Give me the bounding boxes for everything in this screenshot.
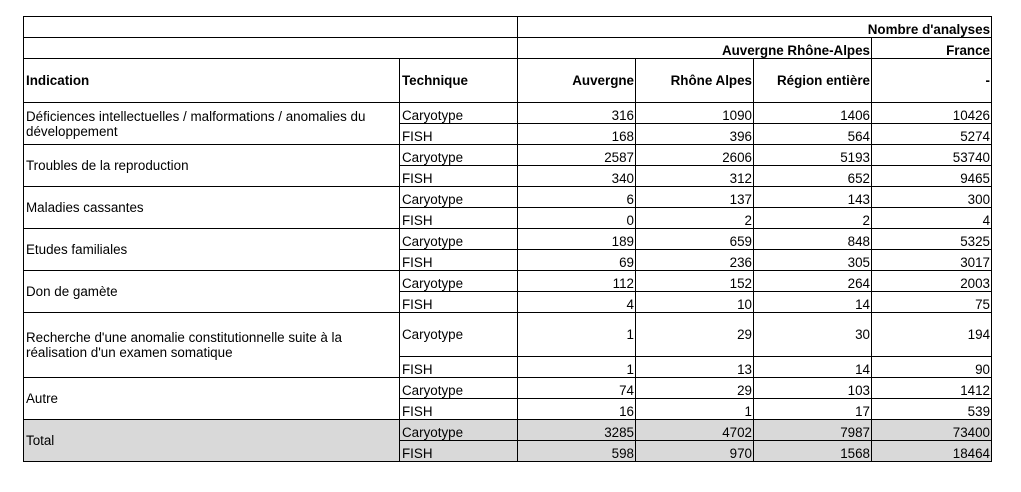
technique-cell: FISH	[400, 441, 518, 462]
indication-cell: Recherche d'une anomalie constitutionnelle suite à la réalisation d'un examen somatique	[24, 313, 400, 378]
auvergne-cell: 340	[518, 166, 636, 187]
table-row	[24, 229, 992, 250]
rhone-alpes-cell: 2	[636, 208, 754, 229]
table-row	[24, 145, 992, 166]
indication-cell: Total	[24, 420, 400, 462]
auvergne-cell: 598	[518, 441, 636, 462]
region-entiere-cell: 14	[754, 357, 872, 378]
technique-cell: FISH	[400, 357, 518, 378]
indication-cell: Etudes familiales	[24, 229, 400, 271]
technique-cell: FISH	[400, 208, 518, 229]
france-cell: 73400	[872, 420, 992, 441]
technique-cell: Caryotype	[400, 103, 518, 124]
france-cell: 18464	[872, 441, 992, 462]
auvergne-cell: 112	[518, 271, 636, 292]
auvergne-cell: 3285	[518, 420, 636, 441]
technique-cell: Caryotype	[400, 420, 518, 441]
technique-cell: FISH	[400, 250, 518, 271]
france-cell: 5274	[872, 124, 992, 145]
auvergne-cell: 74	[518, 378, 636, 399]
rhone-alpes-cell: 29	[636, 313, 754, 357]
auvergne-cell: 6	[518, 187, 636, 208]
rhone-alpes-cell: 10	[636, 292, 754, 313]
technique-cell: Caryotype	[400, 271, 518, 292]
header-blank-2	[24, 38, 518, 59]
technique-cell: Caryotype	[400, 187, 518, 208]
auvergne-cell: 1	[518, 357, 636, 378]
auvergne-cell: 69	[518, 250, 636, 271]
france-cell: 53740	[872, 145, 992, 166]
region-entiere-cell: 305	[754, 250, 872, 271]
region-entiere-cell: 17	[754, 399, 872, 420]
france-cell: 194	[872, 313, 992, 357]
france-cell: 1412	[872, 378, 992, 399]
rhone-alpes-cell: 29	[636, 378, 754, 399]
region-entiere-cell: 2	[754, 208, 872, 229]
table-row	[24, 103, 992, 124]
header-technique: Technique	[400, 59, 518, 103]
header-auvergne: Auvergne	[518, 59, 636, 103]
header-rhone-alpes: Rhône Alpes	[636, 59, 754, 103]
auvergne-cell: 4	[518, 292, 636, 313]
technique-cell: Caryotype	[400, 313, 518, 357]
region-entiere-cell: 30	[754, 313, 872, 357]
france-cell: 4	[872, 208, 992, 229]
rhone-alpes-cell: 13	[636, 357, 754, 378]
region-entiere-cell: 143	[754, 187, 872, 208]
region-entiere-cell: 1406	[754, 103, 872, 124]
technique-cell: FISH	[400, 124, 518, 145]
region-entiere-cell: 264	[754, 271, 872, 292]
rhone-alpes-cell: 137	[636, 187, 754, 208]
header-region-entiere: Région entière	[754, 59, 872, 103]
indication-cell: Don de gamète	[24, 271, 400, 313]
region-entiere-cell: 848	[754, 229, 872, 250]
indication-cell: Maladies cassantes	[24, 187, 400, 229]
auvergne-cell: 316	[518, 103, 636, 124]
rhone-alpes-cell: 1	[636, 399, 754, 420]
region-entiere-cell: 14	[754, 292, 872, 313]
table-row	[24, 271, 992, 292]
region-entiere-cell: 103	[754, 378, 872, 399]
technique-cell: Caryotype	[400, 229, 518, 250]
header-france-dash: -	[872, 59, 992, 103]
region-entiere-cell: 564	[754, 124, 872, 145]
header-auvergne-rhone-alpes: Auvergne Rhône-Alpes	[518, 38, 872, 59]
france-cell: 300	[872, 187, 992, 208]
indication-cell: Troubles de la reproduction	[24, 145, 400, 187]
france-cell: 90	[872, 357, 992, 378]
france-cell: 9465	[872, 166, 992, 187]
indication-cell: Autre	[24, 378, 400, 420]
region-entiere-cell: 1568	[754, 441, 872, 462]
table-row	[24, 313, 992, 357]
rhone-alpes-cell: 659	[636, 229, 754, 250]
auvergne-cell: 16	[518, 399, 636, 420]
france-cell: 5325	[872, 229, 992, 250]
auvergne-cell: 1	[518, 313, 636, 357]
region-entiere-cell: 5193	[754, 145, 872, 166]
rhone-alpes-cell: 2606	[636, 145, 754, 166]
rhone-alpes-cell: 970	[636, 441, 754, 462]
rhone-alpes-cell: 236	[636, 250, 754, 271]
technique-cell: Caryotype	[400, 145, 518, 166]
region-entiere-cell: 7987	[754, 420, 872, 441]
auvergne-cell: 2587	[518, 145, 636, 166]
technique-cell: FISH	[400, 166, 518, 187]
france-cell: 10426	[872, 103, 992, 124]
header-france: France	[872, 38, 992, 59]
rhone-alpes-cell: 4702	[636, 420, 754, 441]
auvergne-cell: 168	[518, 124, 636, 145]
france-cell: 3017	[872, 250, 992, 271]
technique-cell: FISH	[400, 292, 518, 313]
technique-cell: Caryotype	[400, 378, 518, 399]
auvergne-cell: 189	[518, 229, 636, 250]
rhone-alpes-cell: 1090	[636, 103, 754, 124]
rhone-alpes-cell: 396	[636, 124, 754, 145]
technique-cell: FISH	[400, 399, 518, 420]
header-nombre-analyses: Nombre d'analyses	[518, 17, 992, 38]
rhone-alpes-cell: 312	[636, 166, 754, 187]
table-row	[24, 420, 992, 441]
france-cell: 75	[872, 292, 992, 313]
auvergne-cell: 0	[518, 208, 636, 229]
rhone-alpes-cell: 152	[636, 271, 754, 292]
header-indication: Indication	[24, 59, 400, 103]
region-entiere-cell: 652	[754, 166, 872, 187]
france-cell: 539	[872, 399, 992, 420]
analyses-table	[23, 16, 992, 462]
table-row	[24, 378, 992, 399]
table-row	[24, 187, 992, 208]
indication-cell: Déficiences intellectuelles / malformations / anomalies du développement	[24, 103, 400, 145]
france-cell: 2003	[872, 271, 992, 292]
header-blank	[24, 17, 518, 38]
